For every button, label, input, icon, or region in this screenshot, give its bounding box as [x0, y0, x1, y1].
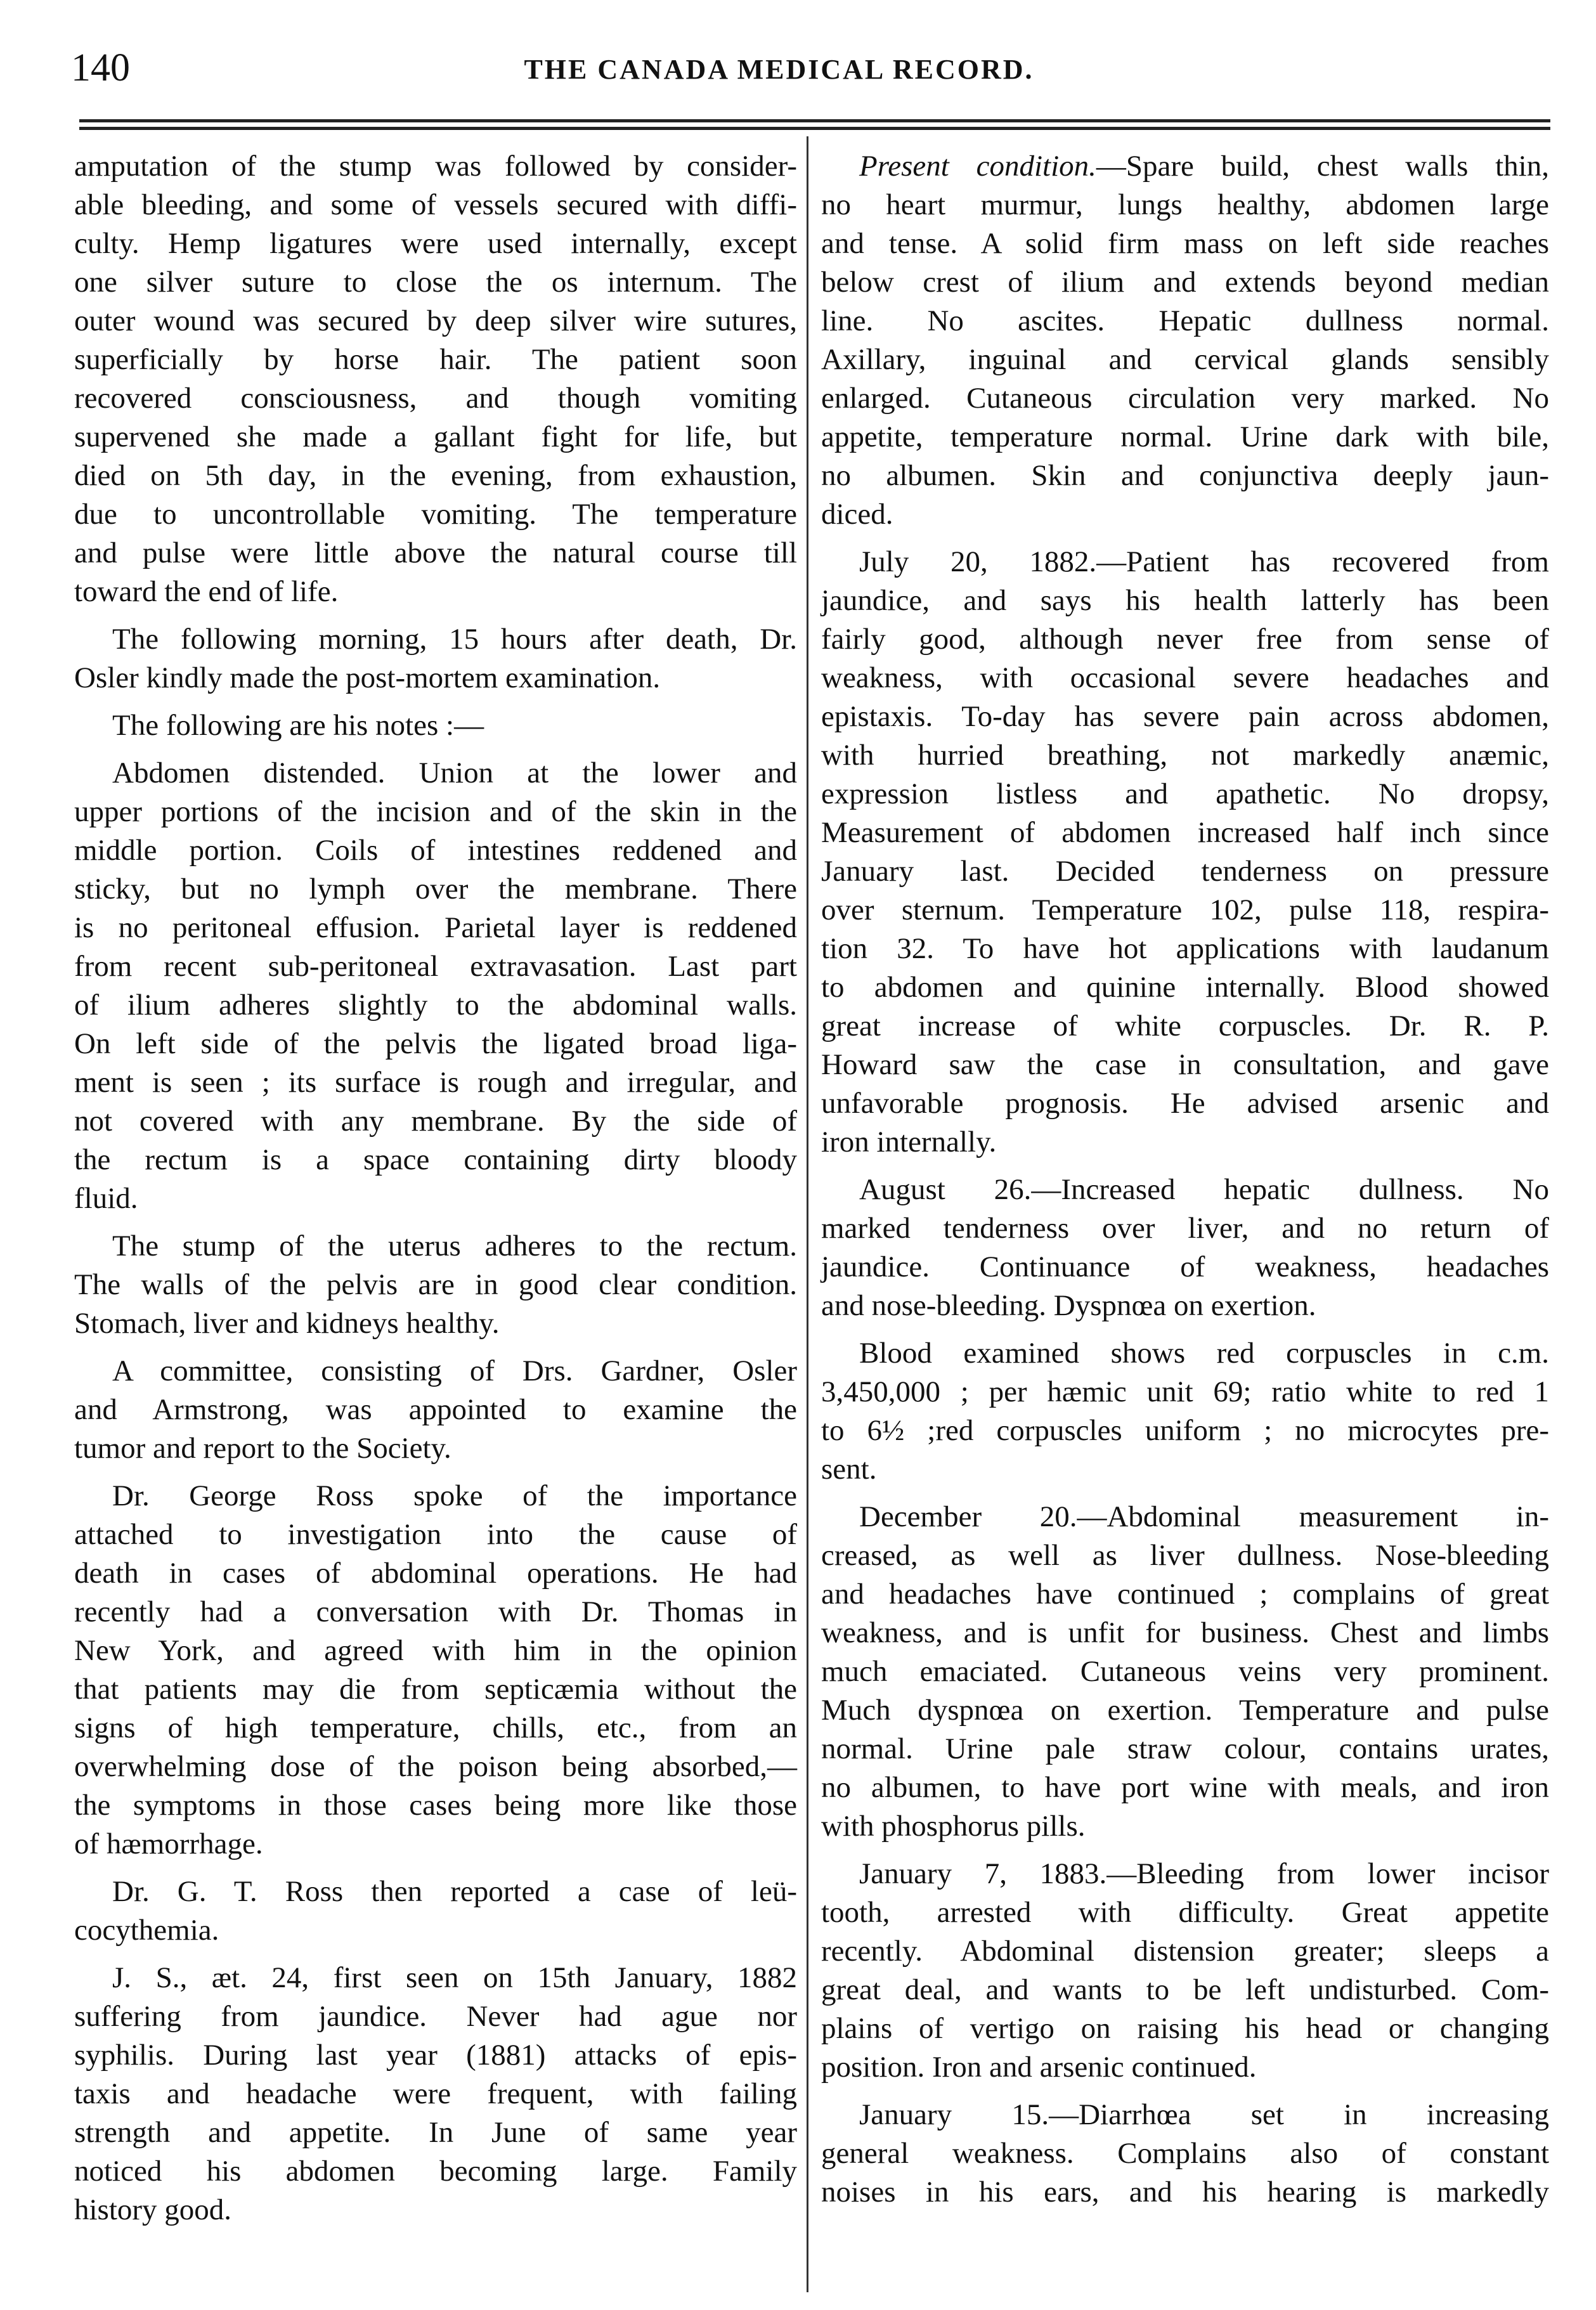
text-line: The walls of the pelvis are in good clear condition.	[74, 1268, 797, 1301]
text-line: normal. Urine pale straw colour, contains urates,	[821, 1732, 1549, 1765]
text-line: Stomach, liver and kidneys healthy.	[74, 1307, 500, 1340]
text-line: to abdomen and quinine internally. Blood showed	[821, 971, 1549, 1004]
text-line: one silver suture to close the os internum. The	[74, 266, 797, 299]
journal-title: THE CANADA MEDICAL RECORD.	[524, 54, 1034, 85]
text-line: history good.	[74, 2193, 232, 2226]
text-line: January last. Decided tenderness on pressure	[821, 855, 1549, 888]
text-line: and Armstrong, was appointed to examine the	[74, 1393, 797, 1426]
text-line: tion 32. To have hot applications with laudanum	[821, 932, 1549, 965]
text-line: J. S., æt. 24, first seen on 15th January, 1882	[112, 1961, 797, 1994]
text-line: jaundice. Continuance of weakness, headaches	[821, 1250, 1549, 1283]
text-line: great increase of white corpuscles. Dr. R. P.	[821, 1009, 1549, 1042]
text-line: the symptoms in those cases being more like those	[74, 1789, 797, 1822]
text-line: upper portions of the incision and of the skin in the	[74, 795, 797, 828]
text-line: Dr. George Ross spoke of the importance	[112, 1479, 797, 1512]
text-line: to 6½ ;red corpuscles uniform ; no microcytes pre-	[821, 1414, 1549, 1447]
text-line: strength and appetite. In June of same year	[74, 2116, 797, 2149]
text-line: unfavorable prognosis. He advised arsenic and	[821, 1087, 1549, 1120]
text-line: middle portion. Coils of intestines reddened and	[74, 834, 797, 867]
text-line: able bleeding, and some of vessels secured with diffi-	[74, 188, 797, 221]
text-line: expression listless and apathetic. No dropsy,	[821, 777, 1549, 810]
text-line: epistaxis. To-day has severe pain across abdomen,	[821, 700, 1549, 733]
text-line: tumor and report to the Society.	[74, 1432, 451, 1465]
text-line: appetite, temperature normal. Urine dark with bile,	[821, 420, 1549, 453]
text-line: toward the end of life.	[74, 575, 339, 608]
text-line: died on 5th day, in the evening, from exhaustion,	[74, 459, 797, 492]
text-line: noticed his abdomen becoming large. Family	[74, 2155, 797, 2188]
text-line: weakness, with occasional severe headaches and	[821, 661, 1549, 694]
italic-lead: Present condition.	[859, 150, 1096, 183]
text-line: much emaciated. Cutaneous veins very prominent.	[821, 1655, 1549, 1688]
text-line: below crest of ilium and extends beyond median	[821, 266, 1549, 299]
paragraph	[74, 706, 797, 745]
text-line: sent.	[821, 1453, 877, 1486]
paragraph	[74, 147, 797, 611]
text-line: creased, as well as liver dullness. Nose-bleeding	[821, 1539, 1549, 1572]
text-line: recently. Abdominal distension greater; sleeps a	[821, 1935, 1549, 1968]
text-line: not covered with any membrane. By the side of	[74, 1105, 797, 1138]
text-line: January 7, 1883.—Bleeding from lower incisor	[859, 1857, 1549, 1890]
text-line: and tense. A solid firm mass on left side reaches	[821, 227, 1549, 260]
text-line: amputation of the stump was followed by consider-	[74, 150, 797, 183]
text-line: diced.	[821, 498, 893, 531]
text-line: ment is seen ; its surface is rough and irregular, and	[74, 1066, 797, 1099]
line-text: —Spare build, chest walls thin,	[1096, 150, 1549, 183]
text-line: noises in his ears, and his hearing is markedly	[821, 2176, 1549, 2209]
text-line: of ilium adheres slightly to the abdominal walls.	[74, 989, 797, 1022]
text-line: due to uncontrollable vomiting. The temperature	[74, 498, 797, 531]
paragraph	[821, 1498, 1549, 1846]
header-rule-bottom	[79, 127, 1550, 130]
text-line: Howard saw the case in consultation, and gave	[821, 1048, 1549, 1081]
text-line: outer wound was secured by deep silver wire sutures,	[74, 304, 797, 337]
left-column	[74, 147, 797, 2238]
paragraph	[74, 1477, 797, 1864]
text-line: fairly good, although never free from sense of	[821, 623, 1549, 656]
paragraph	[74, 1352, 797, 1468]
text-line: Abdomen distended. Union at the lower and	[112, 756, 797, 789]
text-line: The following morning, 15 hours after death, Dr.	[112, 623, 797, 656]
text-line: recovered consciousness, and though vomiting	[74, 382, 797, 415]
text-line	[821, 147, 1549, 186]
text-line: great deal, and wants to be left undisturbed. Com-	[821, 1973, 1549, 2006]
text-line: over sternum. Temperature 102, pulse 118, respira-	[821, 893, 1549, 926]
text-line: 3,450,000 ; per hæmic unit 69; ratio white to red 1	[821, 1375, 1549, 1408]
text-line: of hæmorrhage.	[74, 1827, 263, 1860]
text-line: the rectum is a space containing dirty bloody	[74, 1143, 797, 1176]
text-line: and pulse were little above the natural course till	[74, 536, 797, 569]
paragraph	[74, 1872, 797, 1950]
text-line: New York, and agreed with him in the opinion	[74, 1634, 797, 1667]
text-line: and nose-bleeding. Dyspnœa on exertion.	[821, 1289, 1316, 1322]
text-line: that patients may die from septicæmia without the	[74, 1673, 797, 1706]
text-line: signs of high temperature, chills, etc., from an	[74, 1711, 797, 1744]
text-line: Measurement of abdomen increased half inch since	[821, 816, 1549, 849]
text-line: no heart murmur, lungs healthy, abdomen large	[821, 188, 1549, 221]
paragraph	[821, 543, 1549, 1162]
running-head	[0, 53, 1596, 86]
text-line: July 20, 1882.—Patient has recovered from	[859, 545, 1549, 578]
text-line: death in cases of abdominal operations. He had	[74, 1557, 797, 1590]
text-line: cocythemia.	[74, 1914, 219, 1947]
text-line: jaundice, and says his health latterly has been	[821, 584, 1549, 617]
text-line: Dr. G. T. Ross then reported a case of leü-	[112, 1875, 797, 1908]
paragraph	[74, 754, 797, 1218]
text-line: supervened she made a gallant fight for life, but	[74, 420, 797, 453]
text-line: with hurried breathing, not markedly anæmic,	[821, 739, 1549, 772]
paragraph	[74, 1227, 797, 1343]
paragraph	[821, 1334, 1549, 1489]
paragraph	[821, 2096, 1549, 2212]
text-line: overwhelming dose of the poison being absorbed,—	[74, 1750, 797, 1783]
text-line: no albumen, to have port wine with meals, and iron	[821, 1771, 1549, 1804]
text-line: superficially by horse hair. The patient soon	[74, 343, 797, 376]
text-line: A committee, consisting of Drs. Gardner, Osler	[112, 1354, 797, 1387]
text-line: position. Iron and arsenic continued.	[821, 2051, 1257, 2084]
text-line: suffering from jaundice. Never had ague nor	[74, 2000, 797, 2033]
page-number: 140	[71, 46, 130, 89]
text-line: On left side of the pelvis the ligated broad liga-	[74, 1027, 797, 1060]
paragraph	[74, 1959, 797, 2229]
text-line: sticky, but no lymph over the membrane. There	[74, 873, 797, 905]
text-line: tooth, arrested with difficulty. Great appetite	[821, 1896, 1549, 1929]
text-line: syphilis. During last year (1881) attacks of epis-	[74, 2039, 797, 2072]
text-line: fluid.	[74, 1182, 138, 1215]
text-line: plains of vertigo on raising his head or changing	[821, 2012, 1549, 2045]
text-line: attached to investigation into the cause of	[74, 1518, 797, 1551]
text-line: Osler kindly made the post-mortem examination.	[74, 661, 661, 694]
text-line: taxis and headache were frequent, with failing	[74, 2077, 797, 2110]
text-line: no albumen. Skin and conjunctiva deeply jaun-	[821, 459, 1549, 492]
text-line: and headaches have continued ; complains of great	[821, 1578, 1549, 1611]
text-line: The following are his notes :—	[112, 709, 484, 742]
text-line: iron internally.	[821, 1126, 997, 1158]
paragraph	[821, 1855, 1549, 2087]
text-line: January 15.—Diarrhœa set in increasing	[859, 2098, 1549, 2131]
text-line: is no peritoneal effusion. Parietal layer is reddened	[74, 911, 797, 944]
text-line: from recent sub-peritoneal extravasation. Last part	[74, 950, 797, 983]
text-line: with phosphorus pills.	[821, 1810, 1086, 1843]
paragraph	[74, 620, 797, 698]
paragraph	[821, 147, 1549, 534]
text-line: enlarged. Cutaneous circulation very marked. No	[821, 382, 1549, 415]
column-divider	[807, 136, 808, 2292]
text-line: culty. Hemp ligatures were used internally, except	[74, 227, 797, 260]
text-line: line. No ascites. Hepatic dullness normal.	[821, 304, 1549, 337]
text-line: Blood examined shows red corpuscles in c.m.	[859, 1337, 1549, 1370]
text-line: marked tenderness over liver, and no return of	[821, 1212, 1549, 1245]
right-column	[821, 147, 1549, 2221]
text-line: Much dyspnœa on exertion. Temperature and pulse	[821, 1694, 1549, 1727]
text-line: December 20.—Abdominal measurement in-	[859, 1500, 1549, 1533]
text-line: recently had a conversation with Dr. Thomas in	[74, 1595, 797, 1628]
text-line: The stump of the uterus adheres to the rectum.	[112, 1230, 797, 1262]
text-line: Axillary, inguinal and cervical glands sensibly	[821, 343, 1549, 376]
header-rule-top	[79, 119, 1550, 122]
paragraph	[821, 1171, 1549, 1325]
text-line: general weakness. Complains also of constant	[821, 2137, 1549, 2170]
text-line: weakness, and is unfit for business. Chest and limbs	[821, 1616, 1549, 1649]
text-line: August 26.—Increased hepatic dullness. No	[859, 1173, 1549, 1206]
